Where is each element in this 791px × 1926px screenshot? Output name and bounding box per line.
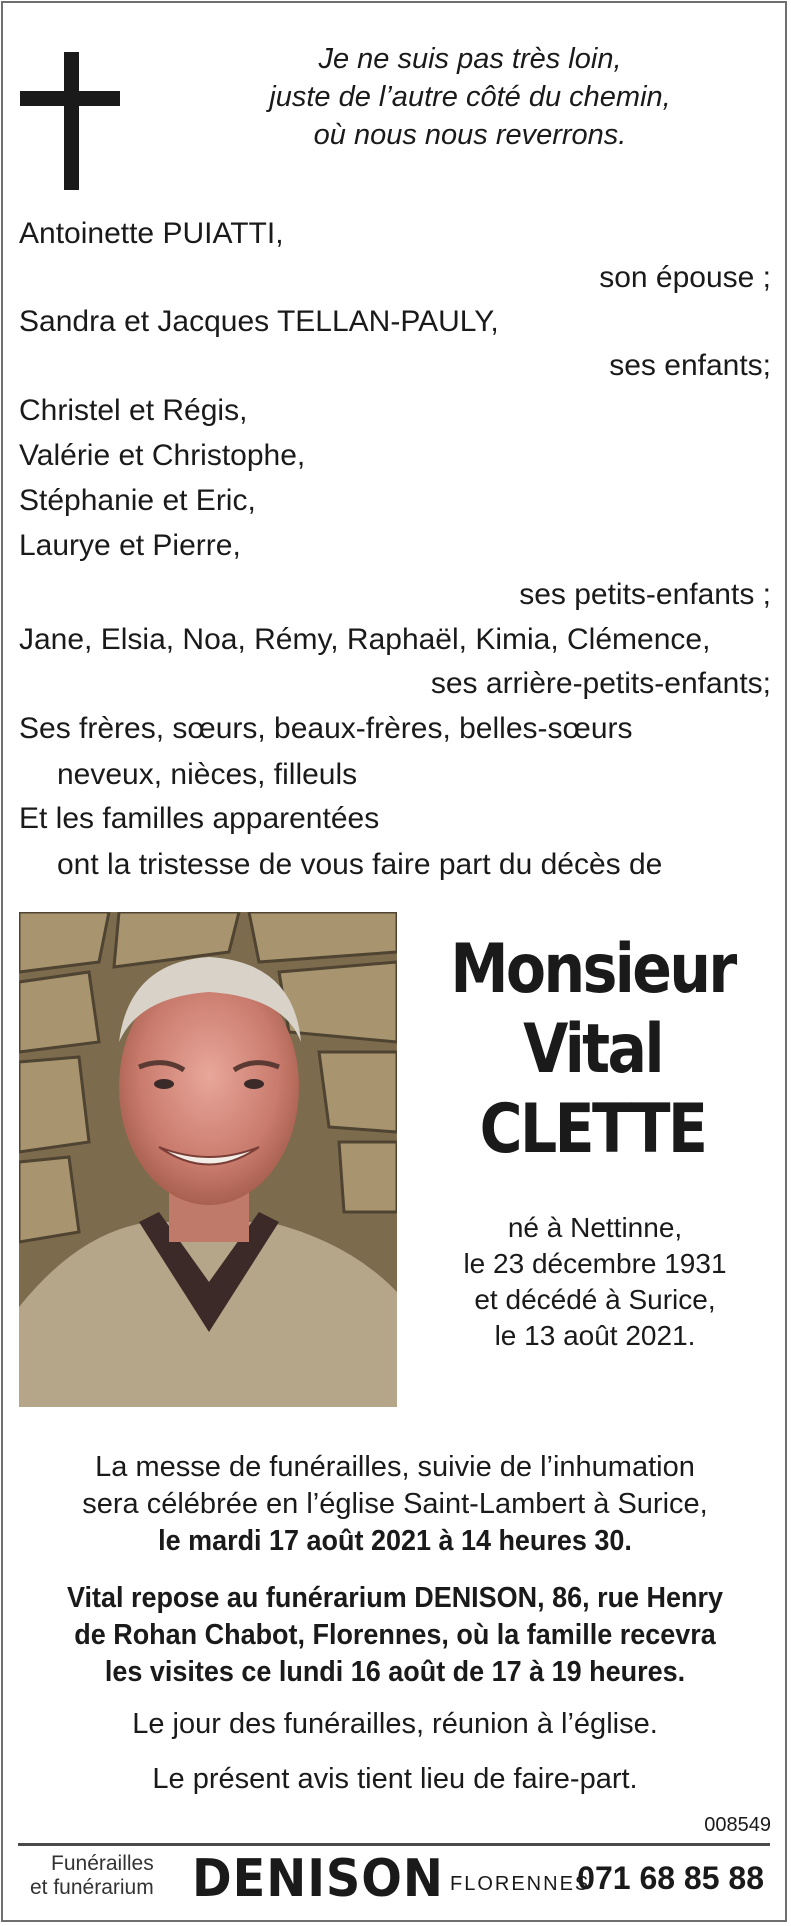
poem-line: où nous nous reverrons. [313,119,627,151]
birth-date: le 23 décembre 1931 [463,1248,727,1279]
service-datetime: le mardi 17 août 2021 à 14 heures 30. [158,1525,632,1557]
footer-brand: DENISON [192,1849,444,1909]
death-date: le 13 août 2021. [494,1320,696,1351]
service-line: La messe de funérailles, suivie de l’inhumation [95,1451,695,1483]
footer-label [30,1852,154,1900]
deceased-name [444,930,741,1170]
service-line: sera célébrée en l’église Saint-Lambert à Surice, [82,1488,708,1520]
life-dates [440,1210,750,1354]
repose-line: les visites ce lundi 16 août de 17 à 19 heures. [104,1656,686,1688]
spouse-role: son épouse ; [599,261,771,294]
families-line: Et les familles apparentées [19,802,380,835]
footer-banner [18,1843,770,1914]
grandchildren-role: ses petits-enfants ; [519,578,771,611]
grandchild-line: Valérie et Christophe, [19,439,306,472]
footer-label-line: et funérarium [30,1876,154,1899]
grandchild-line: Christel et Régis, [19,394,248,427]
great-grandchildren-role: ses arrière-petits-enfants; [430,667,771,700]
spouse-name: Antoinette PUIATTI, [19,217,284,250]
great-grandchildren-names: Jane, Elsia, Noa, Rémy, Raphaël, Kimia, Clémence, [19,623,711,656]
grandchild-line: Stéphanie et Eric, [19,484,256,517]
death-place: et décédé à Surice, [474,1284,716,1315]
repose-line: Vital repose au funérarium DENISON, 86, rue Henry [67,1582,723,1614]
cross-icon [20,52,120,190]
poem-line: juste de l’autre côté du chemin, [269,81,671,113]
footer-label-line: Funérailles [51,1852,154,1875]
grandchild-line: Laurye et Pierre, [19,529,241,562]
repose-line: de Rohan Chabot, Florennes, où la famille recevra [74,1619,716,1651]
footer-city: FLORENNES [450,1873,591,1895]
children-role: ses enfants; [609,349,771,382]
meeting-line: Le jour des funérailles, réunion à l’église. [132,1708,658,1740]
deceased-last-name: CLETTE [479,1090,706,1169]
poem-line: Je ne suis pas très loin, [318,43,622,75]
children-name: Sandra et Jacques TELLAN-PAULY, [19,305,499,338]
notice-line: Le présent avis tient lieu de faire-part. [152,1763,638,1795]
birth-place: né à Nettinne, [507,1212,683,1243]
nephews-line: neveux, nièces, filleuls [57,758,358,791]
reference-number: 008549 [704,1814,771,1836]
deceased-title: Monsieur [450,930,735,1009]
siblings-line: Ses frères, sœurs, beaux-frères, belles-sœurs [19,712,633,745]
portrait-photo [19,912,397,1407]
deceased-first-name: Vital [523,1010,662,1089]
poem [180,40,760,154]
announcement-line: ont la tristesse de vous faire part du décès de [57,848,663,881]
footer-phone: 071 68 85 88 [577,1860,764,1896]
